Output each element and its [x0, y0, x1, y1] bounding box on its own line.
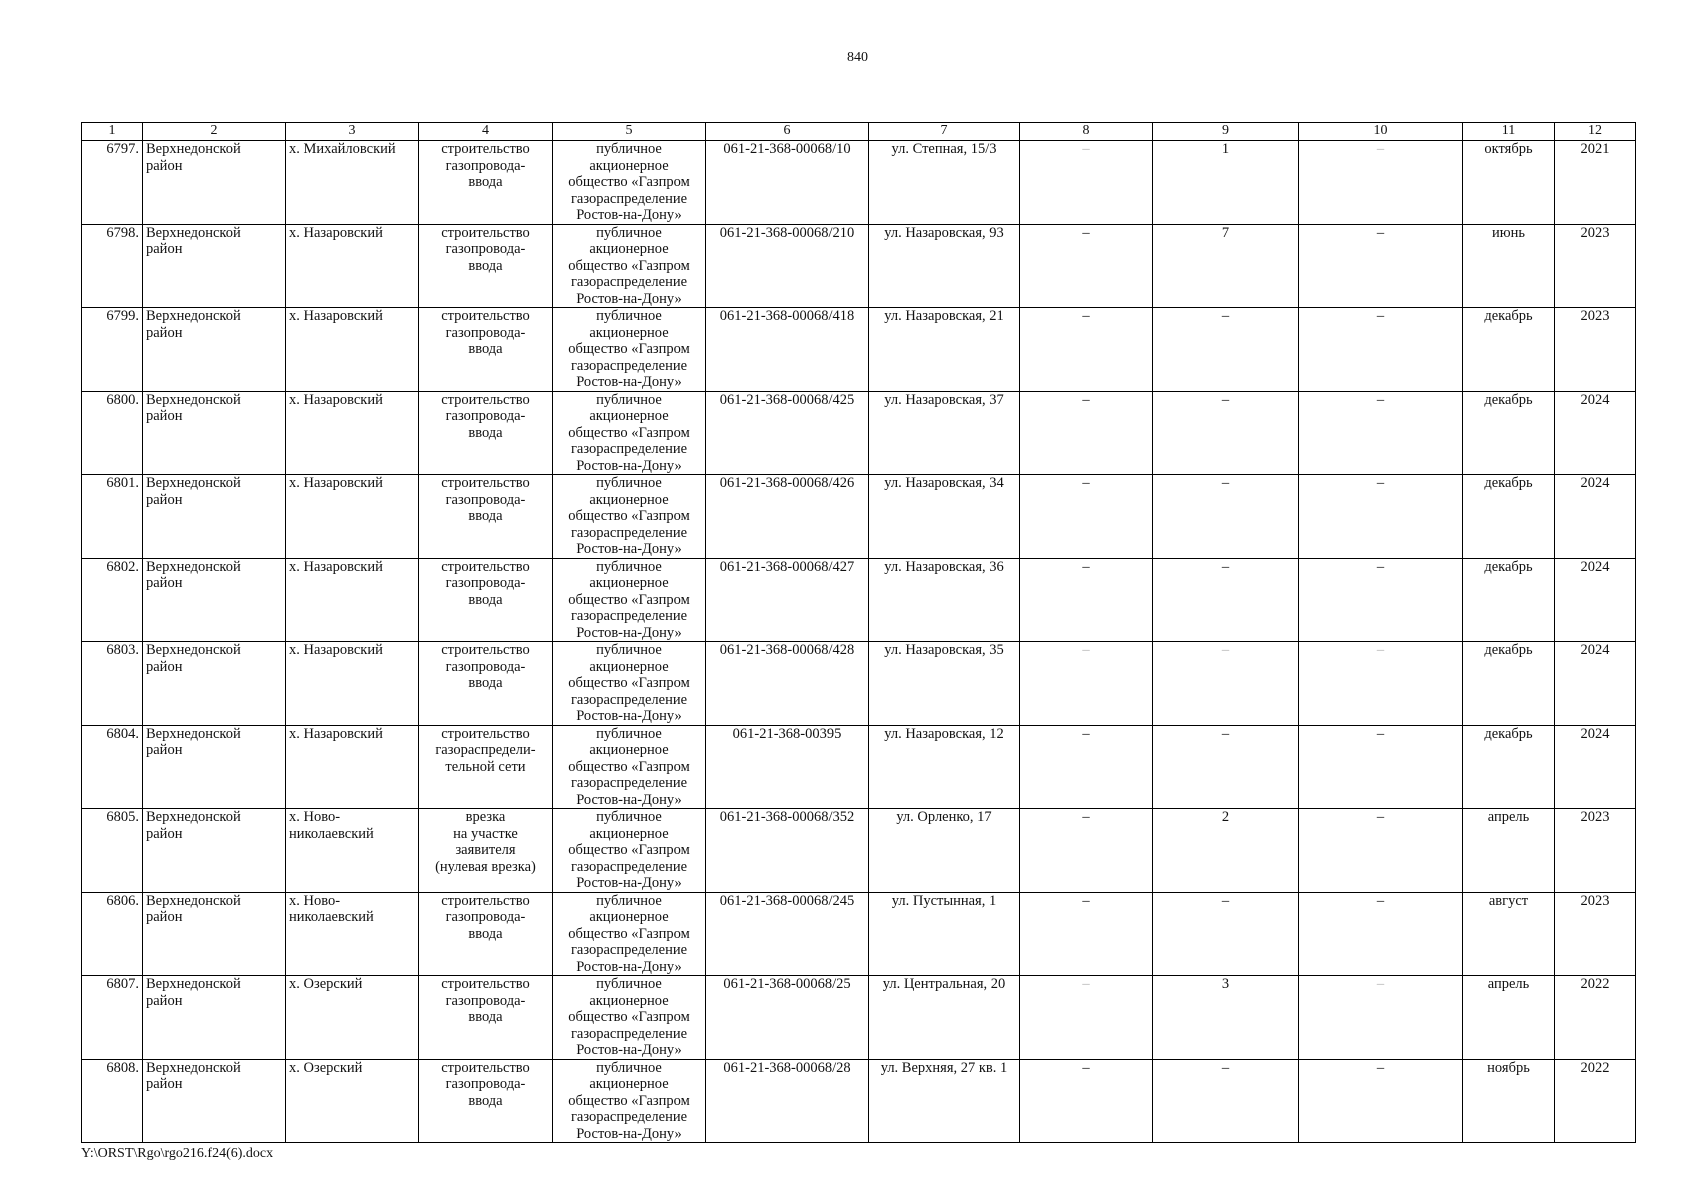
- column-10-cell: –: [1299, 308, 1463, 392]
- table-row: [82, 308, 1636, 392]
- month-cell: декабрь: [1463, 391, 1555, 475]
- year-cell: 2022: [1555, 1059, 1636, 1143]
- district-cell: Верхнедонской район: [143, 224, 286, 308]
- table-row: [82, 558, 1636, 642]
- request-code-cell: 061-21-368-00068/426: [706, 475, 869, 559]
- row-number: 6801.: [82, 475, 143, 559]
- work-type-cell: строительство газопровода- ввода: [419, 475, 553, 559]
- column-9-cell: –: [1153, 1059, 1299, 1143]
- organization-cell: публичное акционерное общество «Газпром газораспределение Ростов-на-Дону»: [553, 224, 706, 308]
- district-cell: Верхнедонской район: [143, 141, 286, 225]
- row-number: 6808.: [82, 1059, 143, 1143]
- address-cell: ул. Назаровская, 21: [869, 308, 1020, 392]
- year-cell: 2022: [1555, 976, 1636, 1060]
- address-cell: ул. Назаровская, 12: [869, 725, 1020, 809]
- address-cell: ул. Назаровская, 35: [869, 642, 1020, 726]
- work-type-cell: строительство газопровода- ввода: [419, 224, 553, 308]
- column-10-cell: –: [1299, 809, 1463, 893]
- request-code-cell: 061-21-368-00068/427: [706, 558, 869, 642]
- address-cell: ул. Центральная, 20: [869, 976, 1020, 1060]
- column-10-cell: –: [1299, 391, 1463, 475]
- district-cell: Верхнедонской район: [143, 391, 286, 475]
- table-row: [82, 725, 1636, 809]
- year-cell: 2024: [1555, 725, 1636, 809]
- data-table: [81, 122, 1636, 1143]
- year-cell: 2023: [1555, 892, 1636, 976]
- work-type-cell: строительство газопровода- ввода: [419, 642, 553, 726]
- district-cell: Верхнедонской район: [143, 558, 286, 642]
- table-row: [82, 892, 1636, 976]
- table-row: [82, 809, 1636, 893]
- footer-file-path: Y:\ORST\Rgo\rgo216.f24(6).docx: [81, 1146, 274, 1161]
- column-10-cell: –: [1299, 642, 1463, 726]
- table-row: [82, 642, 1636, 726]
- address-cell: ул. Назаровская, 37: [869, 391, 1020, 475]
- column-10-cell: –: [1299, 892, 1463, 976]
- organization-cell: публичное акционерное общество «Газпром газораспределение Ростов-на-Дону»: [553, 308, 706, 392]
- column-8-cell: –: [1020, 224, 1153, 308]
- column-number: 3: [286, 123, 419, 141]
- address-cell: ул. Орленко, 17: [869, 809, 1020, 893]
- settlement-cell: х. Назаровский: [286, 642, 419, 726]
- column-8-cell: –: [1020, 558, 1153, 642]
- settlement-cell: х. Назаровский: [286, 558, 419, 642]
- district-cell: Верхнедонской район: [143, 642, 286, 726]
- row-number: 6799.: [82, 308, 143, 392]
- month-cell: декабрь: [1463, 558, 1555, 642]
- year-cell: 2023: [1555, 224, 1636, 308]
- settlement-cell: х. Ново- николаевский: [286, 809, 419, 893]
- column-8-cell: –: [1020, 809, 1153, 893]
- column-8-cell: –: [1020, 391, 1153, 475]
- column-10-cell: –: [1299, 976, 1463, 1060]
- request-code-cell: 061-21-368-00395: [706, 725, 869, 809]
- row-number: 6803.: [82, 642, 143, 726]
- row-number: 6800.: [82, 391, 143, 475]
- table-row: [82, 976, 1636, 1060]
- district-cell: Верхнедонской район: [143, 809, 286, 893]
- column-number: 11: [1463, 123, 1555, 141]
- work-type-cell: строительство газопровода- ввода: [419, 1059, 553, 1143]
- column-number: 4: [419, 123, 553, 141]
- address-cell: ул. Верхняя, 27 кв. 1: [869, 1059, 1020, 1143]
- table-row: [82, 224, 1636, 308]
- column-8-cell: –: [1020, 475, 1153, 559]
- organization-cell: публичное акционерное общество «Газпром газораспределение Ростов-на-Дону»: [553, 391, 706, 475]
- page-number: 840: [847, 50, 868, 65]
- table-row: [82, 475, 1636, 559]
- column-10-cell: –: [1299, 475, 1463, 559]
- column-number: 5: [553, 123, 706, 141]
- column-number: 8: [1020, 123, 1153, 141]
- year-cell: 2024: [1555, 475, 1636, 559]
- year-cell: 2021: [1555, 141, 1636, 225]
- month-cell: август: [1463, 892, 1555, 976]
- request-code-cell: 061-21-368-00068/28: [706, 1059, 869, 1143]
- request-code-cell: 061-21-368-00068/25: [706, 976, 869, 1060]
- settlement-cell: х. Назаровский: [286, 224, 419, 308]
- column-9-cell: 7: [1153, 224, 1299, 308]
- column-number: 10: [1299, 123, 1463, 141]
- district-cell: Верхнедонской район: [143, 308, 286, 392]
- address-cell: ул. Назаровская, 93: [869, 224, 1020, 308]
- column-number: 12: [1555, 123, 1636, 141]
- year-cell: 2024: [1555, 558, 1636, 642]
- column-9-cell: –: [1153, 725, 1299, 809]
- work-type-cell: строительство газопровода- ввода: [419, 558, 553, 642]
- column-8-cell: –: [1020, 725, 1153, 809]
- address-cell: ул. Пустынная, 1: [869, 892, 1020, 976]
- month-cell: апрель: [1463, 809, 1555, 893]
- column-8-cell: –: [1020, 141, 1153, 225]
- column-8-cell: –: [1020, 892, 1153, 976]
- month-cell: апрель: [1463, 976, 1555, 1060]
- table-row: [82, 141, 1636, 225]
- settlement-cell: х. Назаровский: [286, 308, 419, 392]
- row-number: 6804.: [82, 725, 143, 809]
- organization-cell: публичное акционерное общество «Газпром газораспределение Ростов-на-Дону»: [553, 141, 706, 225]
- row-number: 6806.: [82, 892, 143, 976]
- work-type-cell: строительство газопровода- ввода: [419, 976, 553, 1060]
- column-number: 7: [869, 123, 1020, 141]
- month-cell: ноябрь: [1463, 1059, 1555, 1143]
- district-cell: Верхнедонской район: [143, 475, 286, 559]
- column-8-cell: –: [1020, 976, 1153, 1060]
- month-cell: июнь: [1463, 224, 1555, 308]
- work-type-cell: строительство газопровода- ввода: [419, 141, 553, 225]
- work-type-cell: врезка на участке заявителя (нулевая врезка): [419, 809, 553, 893]
- organization-cell: публичное акционерное общество «Газпром газораспределение Ростов-на-Дону»: [553, 1059, 706, 1143]
- year-cell: 2024: [1555, 391, 1636, 475]
- address-cell: ул. Степная, 15/3: [869, 141, 1020, 225]
- column-number: 2: [143, 123, 286, 141]
- organization-cell: публичное акционерное общество «Газпром газораспределение Ростов-на-Дону»: [553, 642, 706, 726]
- district-cell: Верхнедонской район: [143, 1059, 286, 1143]
- settlement-cell: х. Озерский: [286, 1059, 419, 1143]
- table-row: [82, 391, 1636, 475]
- month-cell: декабрь: [1463, 475, 1555, 559]
- settlement-cell: х. Озерский: [286, 976, 419, 1060]
- row-number: 6805.: [82, 809, 143, 893]
- column-number: 1: [82, 123, 143, 141]
- settlement-cell: х. Ново- николаевский: [286, 892, 419, 976]
- request-code-cell: 061-21-368-00068/425: [706, 391, 869, 475]
- column-number: 9: [1153, 123, 1299, 141]
- request-code-cell: 061-21-368-00068/245: [706, 892, 869, 976]
- work-type-cell: строительство газораспредели- тельной сети: [419, 725, 553, 809]
- column-9-cell: –: [1153, 391, 1299, 475]
- settlement-cell: х. Назаровский: [286, 391, 419, 475]
- column-10-cell: –: [1299, 224, 1463, 308]
- month-cell: октябрь: [1463, 141, 1555, 225]
- request-code-cell: 061-21-368-00068/418: [706, 308, 869, 392]
- request-code-cell: 061-21-368-00068/352: [706, 809, 869, 893]
- column-9-cell: –: [1153, 308, 1299, 392]
- column-9-cell: 3: [1153, 976, 1299, 1060]
- work-type-cell: строительство газопровода- ввода: [419, 308, 553, 392]
- column-9-cell: –: [1153, 642, 1299, 726]
- work-type-cell: строительство газопровода- ввода: [419, 391, 553, 475]
- work-type-cell: строительство газопровода- ввода: [419, 892, 553, 976]
- organization-cell: публичное акционерное общество «Газпром газораспределение Ростов-на-Дону»: [553, 809, 706, 893]
- year-cell: 2023: [1555, 809, 1636, 893]
- column-8-cell: –: [1020, 308, 1153, 392]
- column-9-cell: 2: [1153, 809, 1299, 893]
- address-cell: ул. Назаровская, 34: [869, 475, 1020, 559]
- row-number: 6807.: [82, 976, 143, 1060]
- column-10-cell: –: [1299, 141, 1463, 225]
- month-cell: декабрь: [1463, 725, 1555, 809]
- column-9-cell: –: [1153, 558, 1299, 642]
- year-cell: 2024: [1555, 642, 1636, 726]
- column-10-cell: –: [1299, 725, 1463, 809]
- organization-cell: публичное акционерное общество «Газпром газораспределение Ростов-на-Дону»: [553, 976, 706, 1060]
- column-10-cell: –: [1299, 558, 1463, 642]
- row-number: 6798.: [82, 224, 143, 308]
- column-9-cell: –: [1153, 892, 1299, 976]
- column-9-cell: –: [1153, 475, 1299, 559]
- organization-cell: публичное акционерное общество «Газпром газораспределение Ростов-на-Дону»: [553, 725, 706, 809]
- column-8-cell: –: [1020, 1059, 1153, 1143]
- row-number: 6797.: [82, 141, 143, 225]
- column-8-cell: –: [1020, 642, 1153, 726]
- request-code-cell: 061-21-368-00068/428: [706, 642, 869, 726]
- column-number-row: [82, 123, 1636, 141]
- table-row: [82, 1059, 1636, 1143]
- request-code-cell: 061-21-368-00068/210: [706, 224, 869, 308]
- district-cell: Верхнедонской район: [143, 725, 286, 809]
- column-number: 6: [706, 123, 869, 141]
- request-code-cell: 061-21-368-00068/10: [706, 141, 869, 225]
- column-9-cell: 1: [1153, 141, 1299, 225]
- district-cell: Верхнедонской район: [143, 892, 286, 976]
- year-cell: 2023: [1555, 308, 1636, 392]
- settlement-cell: х. Михайловский: [286, 141, 419, 225]
- month-cell: декабрь: [1463, 308, 1555, 392]
- settlement-cell: х. Назаровский: [286, 475, 419, 559]
- district-cell: Верхнедонской район: [143, 976, 286, 1060]
- organization-cell: публичное акционерное общество «Газпром газораспределение Ростов-на-Дону»: [553, 558, 706, 642]
- organization-cell: публичное акционерное общество «Газпром газораспределение Ростов-на-Дону»: [553, 475, 706, 559]
- organization-cell: публичное акционерное общество «Газпром газораспределение Ростов-на-Дону»: [553, 892, 706, 976]
- month-cell: декабрь: [1463, 642, 1555, 726]
- column-10-cell: –: [1299, 1059, 1463, 1143]
- row-number: 6802.: [82, 558, 143, 642]
- address-cell: ул. Назаровская, 36: [869, 558, 1020, 642]
- settlement-cell: х. Назаровский: [286, 725, 419, 809]
